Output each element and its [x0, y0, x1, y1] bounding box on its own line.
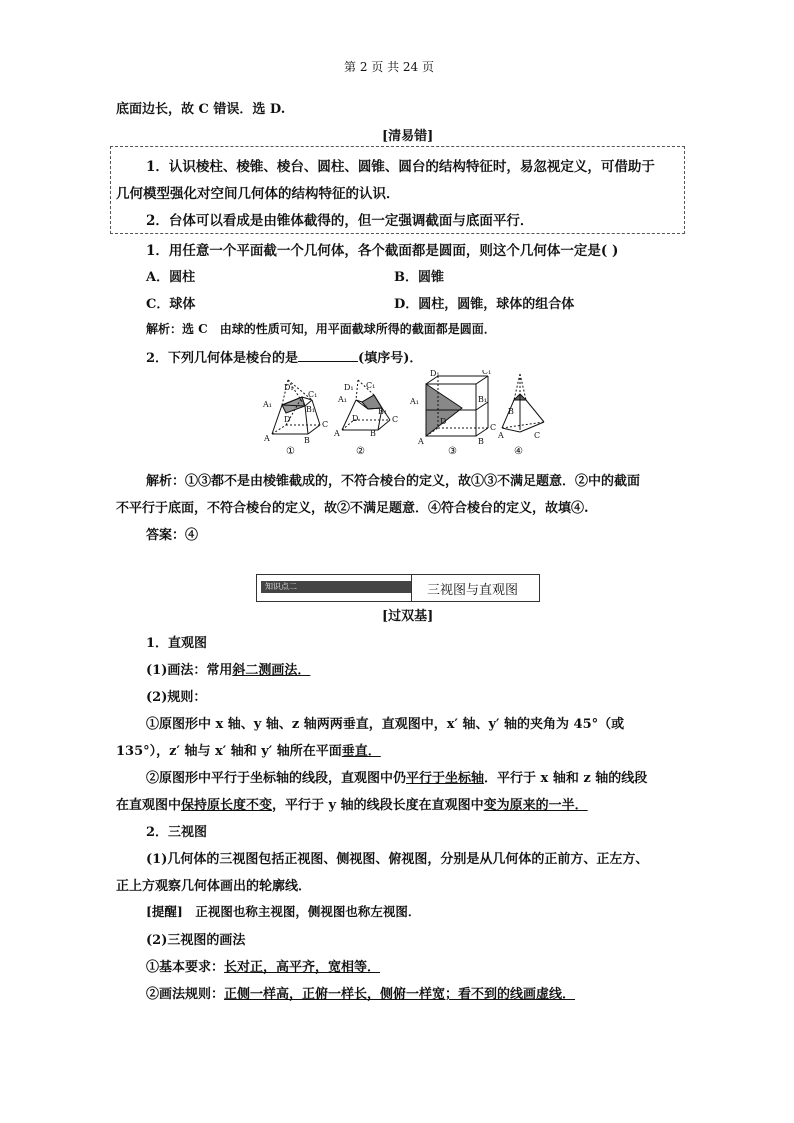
svg-text:B₁: B₁ — [306, 405, 316, 414]
q2-stem-pre: 2．下列几何体是棱台的是 — [146, 351, 299, 366]
svg-text:A: A — [418, 437, 424, 446]
sanshitu-heading: 2．三视图 — [146, 825, 208, 840]
rule2-line2-mid: ，平行于 y 轴的线段长度在直观图中 — [272, 798, 484, 813]
svg-text:B: B — [304, 436, 310, 445]
intro-line: 底面边长，故 C 错误．选 D. — [116, 102, 286, 117]
svg-text:B₁: B₁ — [478, 395, 488, 404]
svg-text:D₁: D₁ — [430, 370, 440, 378]
rule2-line1-post: ．平行于 x 轴和 z 轴的线段 — [484, 771, 648, 786]
figure-1-labels — [262, 383, 328, 445]
q2-stem — [146, 347, 422, 366]
tip-label: [提醒] — [146, 904, 183, 919]
svg-text:D₁: D₁ — [344, 383, 354, 392]
q2-analysis-line1: 解析：①③都不是由棱锥截成的，不符合棱台的定义，故①③不满足题意．②中的截面 — [146, 474, 641, 489]
svg-text:A₁: A₁ — [410, 397, 419, 406]
sanshitu-p1-line2: 正上方观察几何体画出的轮廓线． — [116, 879, 312, 894]
section-header-box — [256, 574, 540, 602]
zhiguantu-drawing — [146, 659, 310, 678]
rule2-line2-underlined-2: 变为原来的一半． — [483, 798, 588, 813]
q1-option-d: D．圆柱，圆锥，球体的组合体 — [394, 297, 575, 312]
q2-answer: 答案：④ — [146, 528, 199, 543]
sanshitu-tip — [146, 902, 420, 920]
rule2-line2-underlined-1: 保持原长度不变 — [181, 798, 273, 813]
svg-text:C: C — [322, 420, 329, 429]
requirement-pre: ①基本要求： — [146, 960, 225, 975]
svg-text:A: A — [334, 429, 340, 438]
page-indicator: 第 2 页 共 24 页 — [344, 60, 434, 74]
rule-pre: ②画法规则： — [146, 987, 225, 1002]
q1-analysis: 解析：选 C 由球的性质可知，用平面截球所得的截面都是圆面． — [146, 322, 496, 336]
q2-figures — [258, 370, 558, 460]
svg-text:B: B — [508, 407, 514, 416]
zhiguantu-rule2-line1 — [146, 767, 647, 786]
qingyicuo-title: [清易错] — [382, 129, 434, 144]
figure-1-label: ① — [286, 446, 295, 457]
svg-text:D: D — [352, 414, 359, 423]
figure-2-label: ② — [356, 446, 365, 457]
svg-text:A₁: A₁ — [263, 400, 272, 409]
drawing-pre: (1)画法：常用 — [146, 663, 233, 678]
drawing-underlined: 斜二测画法． — [232, 663, 311, 678]
svg-text:C: C — [392, 415, 399, 424]
rule2-line1-underlined: 平行于坐标轴 — [406, 771, 485, 786]
rule2-line1-pre: ②原图形中平行于坐标轴的线段，直观图中仍 — [146, 771, 407, 786]
svg-text:A₁: A₁ — [338, 395, 347, 404]
svg-text:C: C — [490, 423, 497, 432]
zhiguantu-rule1-line1: ①原图形中 x 轴、y 轴、z 轴两两垂直，直观图中，x′ 轴、y′ 轴的夹角为 45°（或 — [146, 717, 625, 732]
sanshitu-p2-heading: (2)三视图的画法 — [146, 933, 246, 948]
q2-analysis-line2: 不平行于底面，不符合棱台的定义，故②不满足题意．④符合棱台的定义，故填④. — [116, 501, 589, 516]
svg-text:A: A — [264, 434, 270, 443]
qingyicuo-item1-line2: 几何模型强化对空间几何体的结构特征的认识． — [116, 186, 400, 202]
figure-3-label: ③ — [448, 446, 457, 457]
rule1-line2-underlined: 垂直． — [341, 744, 381, 759]
section-tag: 知识点二 — [265, 582, 297, 591]
section-divider — [411, 575, 412, 601]
q1-option-a: A．圆柱 — [146, 270, 196, 285]
q1-option-b: B．圆锥 — [394, 270, 444, 285]
q1-stem: 1．用任意一个平面截一个几何体，各个截面都是圆面，则这个几何体一定是( ) — [146, 243, 619, 259]
sanshitu-p2-rule — [146, 983, 575, 1002]
tip-text: 正视图也称主视图，侧视图也称左视图． — [182, 904, 421, 919]
requirement-underlined: 长对正，高平齐，宽相等． — [224, 960, 381, 975]
svg-text:B: B — [370, 429, 376, 438]
figure-4-label: ④ — [514, 446, 523, 457]
zhiguantu-rule1-line2 — [116, 740, 381, 759]
q2-answer-blank — [298, 349, 358, 362]
rule-underlined: 正侧一样高，正俯一样长，侧俯一样宽；看不到的线画虚线． — [224, 987, 576, 1002]
svg-text:C₁: C₁ — [366, 381, 376, 390]
sanshitu-p1-line1: (1)几何体的三视图包括正视图、侧视图、俯视图，分别是从几何体的正前方、正左方、 — [146, 852, 649, 867]
svg-text:C: C — [534, 431, 541, 440]
svg-text:D₁: D₁ — [284, 383, 294, 392]
svg-text:D: D — [440, 417, 447, 426]
svg-text:D: D — [284, 415, 291, 424]
figure-3 — [426, 376, 488, 436]
section-title: 三视图与直观图 — [427, 583, 519, 598]
section-subtitle: [过双基] — [382, 609, 434, 624]
svg-text:A: A — [498, 431, 504, 440]
q1-option-c: C．球体 — [146, 297, 196, 312]
figure-4 — [502, 374, 544, 432]
qingyicuo-item2: 2．台体可以看成是由锥体截得的，但一定强调截面与底面平行． — [146, 213, 534, 229]
svg-text:C₁: C₁ — [308, 390, 318, 399]
q2-stem-post: (填序号)． — [358, 351, 423, 366]
qingyicuo-item1-line1: 1．认识棱柱、棱锥、棱台、圆柱、圆锥、圆台的结构特征时，易忽视定义，可借助于 — [146, 159, 655, 175]
svg-text:B₁: B₁ — [378, 407, 388, 416]
sanshitu-p2-requirement — [146, 956, 380, 975]
svg-text:C₁: C₁ — [482, 370, 492, 376]
rule2-line2-pre: 在直观图中 — [116, 798, 182, 813]
svg-text:B: B — [478, 437, 484, 446]
zhiguantu-heading: 1．直观图 — [146, 636, 208, 651]
rule1-line2-pre: 135°），z′ 轴与 x′ 轴和 y′ 轴所在平面 — [116, 744, 342, 759]
zhiguantu-rule2-line2 — [116, 794, 588, 813]
zhiguantu-rules-heading: (2)规则： — [146, 690, 207, 705]
